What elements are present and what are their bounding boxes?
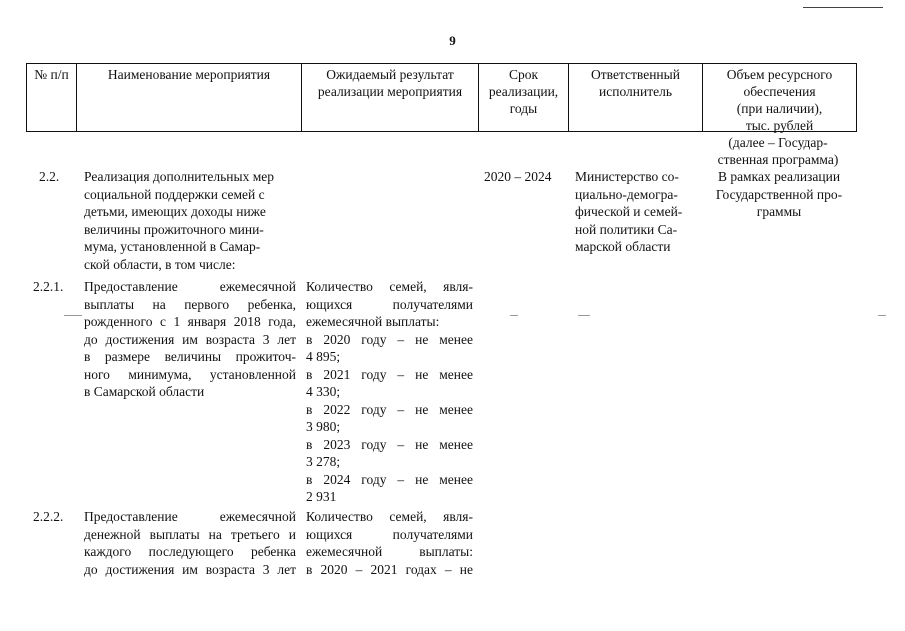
- row-result: [306, 508, 473, 578]
- text-line: 4 330;: [306, 384, 341, 399]
- scan-artifact: [64, 315, 82, 316]
- row-number: 2.2.: [39, 169, 60, 184]
- text-line: в размере величины прожиточ-: [84, 349, 296, 364]
- text-line: ежемесячной выплаты:: [306, 314, 440, 329]
- header-rule: [803, 7, 883, 8]
- text-line: в 2024 году – не менее: [306, 471, 473, 487]
- header-name: [77, 66, 301, 83]
- text-line: Реализация дополнительных мер: [84, 169, 275, 184]
- scan-artifact: [878, 315, 886, 316]
- text-line: 4 895;: [306, 349, 341, 364]
- text-line: ющихся получателями: [306, 296, 473, 312]
- text-line: Количество семей, явля-: [306, 509, 473, 524]
- text-line: В рамках реализации: [717, 169, 841, 184]
- scan-artifact: [510, 315, 518, 316]
- text-line: в 2022 году – не менее: [306, 401, 473, 417]
- text-line: мума, установленной в Самар-: [84, 239, 261, 254]
- header-line: Ответственный: [591, 67, 680, 82]
- header-line: Объем ресурсного: [726, 67, 833, 82]
- header-executor: [569, 66, 702, 100]
- text-line: в 2020 году – не менее: [306, 331, 473, 347]
- header-line: исполнитель: [599, 84, 672, 99]
- row-period: 2020 – 2024: [484, 169, 552, 184]
- text-line: в Самарской области: [84, 384, 205, 399]
- text-line: денежной выплаты на третьего и: [84, 526, 296, 542]
- text-line: ного минимума, установленной: [84, 366, 296, 382]
- text-line: 3 278;: [306, 454, 341, 469]
- header-number: [27, 66, 76, 83]
- text-line: каждого последующего ребенка: [84, 544, 296, 559]
- row-name: [84, 278, 296, 401]
- text-line: Предоставление ежемесячной: [84, 509, 296, 524]
- header-line: Наименование мероприятия: [107, 67, 271, 82]
- header-funding-continuation: [704, 134, 852, 168]
- text-line: 2 931: [306, 489, 337, 504]
- text-line: марской области: [575, 239, 671, 254]
- text-line: в 2023 году – не менее: [306, 436, 473, 452]
- text-line: рожденного с 1 января 2018 года,: [84, 314, 296, 329]
- text-line: фической и семей-: [575, 204, 683, 219]
- header-funding: [703, 66, 856, 134]
- row-number: 2.2.2.: [33, 509, 64, 524]
- text-line: ной политики Са-: [575, 221, 678, 237]
- row-funding: [703, 168, 855, 221]
- table-header: [26, 63, 857, 132]
- header-period: [479, 66, 568, 117]
- header-line: годы: [509, 101, 538, 116]
- header-line: тыс. рублей: [745, 118, 814, 133]
- header-line: реализации,: [488, 84, 559, 99]
- row-executor: [575, 168, 701, 256]
- header-line: № п/п: [34, 67, 69, 82]
- row-name: [84, 508, 296, 578]
- text-line: величины прожиточного мини-: [84, 221, 264, 237]
- text-line: в 2021 году – не менее: [306, 366, 473, 382]
- row-name: [84, 168, 296, 273]
- text-line: Государственной про-: [715, 186, 843, 202]
- header-line: реализации мероприятия: [317, 84, 463, 99]
- text-line: 3 980;: [306, 419, 341, 434]
- text-line: до достижения им возраста 3 лет: [84, 331, 296, 347]
- page-number: 9: [449, 33, 456, 48]
- text-line: Предоставление ежемесячной: [84, 279, 296, 294]
- header-line: ственная программа): [717, 152, 839, 167]
- text-line: циально-демогра-: [575, 186, 678, 202]
- text-line: граммы: [756, 204, 802, 219]
- text-line: выплаты на первого ребенка,: [84, 296, 296, 312]
- text-line: Министерство со-: [575, 169, 679, 184]
- row-number: 2.2.1.: [33, 279, 64, 294]
- header-line: обеспечения: [743, 84, 816, 99]
- text-line: до достижения им возраста 3 лет: [84, 561, 296, 577]
- header-line: Срок: [508, 67, 539, 82]
- text-line: в 2020 – 2021 годах – не: [306, 561, 473, 577]
- scan-artifact: [578, 315, 590, 316]
- text-line: ской области, в том числе:: [84, 256, 236, 272]
- header-line: (далее – Государ-: [728, 135, 828, 150]
- row-result: [306, 278, 473, 506]
- header-line: Ожидаемый результат: [326, 67, 454, 82]
- text-line: ежемесячной выплаты:: [306, 544, 473, 559]
- header-result: [302, 66, 478, 100]
- header-line: (при наличии),: [736, 101, 823, 116]
- text-line: Количество семей, явля-: [306, 279, 473, 294]
- text-line: детьми, имеющих доходы ниже: [84, 204, 266, 219]
- text-line: ющихся получателями: [306, 526, 473, 542]
- text-line: социальной поддержки семей с: [84, 186, 265, 202]
